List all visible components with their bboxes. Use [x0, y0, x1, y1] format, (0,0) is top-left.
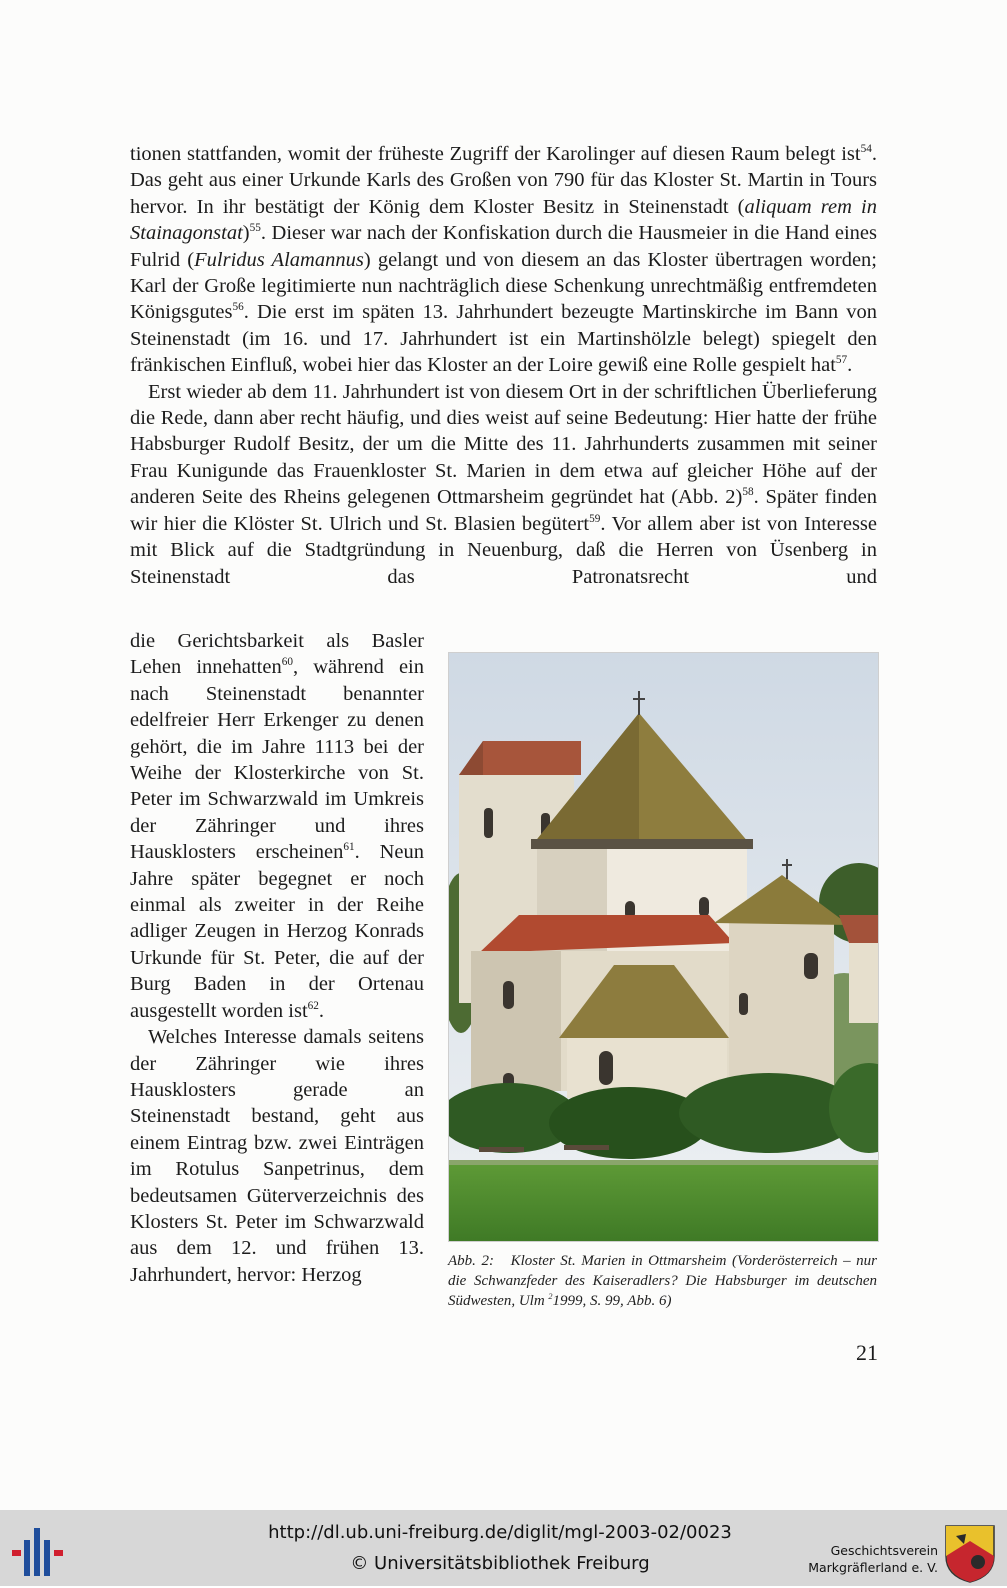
caption-edition-sup: 2	[548, 1292, 553, 1302]
figure-caption	[448, 1251, 877, 1311]
body-text-top	[130, 141, 877, 590]
caption-text-end: 1999, S. 99, Abb. 6)	[552, 1293, 672, 1309]
paragraph-4	[130, 1024, 424, 1288]
footnote-ref: 58	[742, 486, 754, 499]
footnote-ref: 62	[307, 999, 319, 1012]
paragraph-3	[130, 628, 424, 1024]
text-run: . Das geht aus einer Urkunde Karls des Großen von 790 für das Kloster St. Martin in Tours hervor. In ihr bestätigt der König dem Kloster Besitz in Steinenstadt (	[130, 143, 877, 218]
body-text-column	[130, 628, 424, 1288]
text-run: Erst wieder ab dem 11. Jahrhundert ist von diesem Ort in der schriftlichen Überlieferung die Rede, dann aber recht häufig, und dies weist auf seine Bedeutung: Hier hatte der frühe Habsburger Rudolf Besitz, der um die Mitte des 11. Jahrhunderts zusammen mit seiner Frau Kunigunde das Frauenkloster St. Marien in dem etwa auf gleicher Höhe auf der anderen Seite des Rheins gelegenen Ottmarsheim gegründet hat (Abb. 2)	[130, 380, 877, 509]
society-name-line-1: Geschichtsverein	[830, 1543, 938, 1558]
society-name	[808, 1542, 938, 1576]
text-run: .	[847, 354, 853, 377]
text-run: . Vor allem aber ist von Interesse mit Blick auf die Stadtgründung in Neuenburg, daß die Herren von Üsenberg in Steinenstadt das Patronatsrecht und	[130, 512, 878, 588]
text-run: . Dieser war nach der Konfiskation durch die Hausmeier in die Hand eines Fulrid (	[130, 222, 877, 271]
page-number: 21	[856, 1340, 878, 1365]
society-crest-icon	[942, 1522, 998, 1584]
footer-copyright: © Universitätsbibliothek Freiburg	[350, 1553, 650, 1574]
footnote-ref: 57	[835, 354, 848, 367]
footnote-ref: 56	[232, 301, 244, 314]
footnote-ref: 54	[860, 143, 872, 156]
figure-photo-kloster-st-marien	[448, 652, 879, 1242]
paragraph-1	[130, 141, 877, 379]
text-run: . Neun Jahre später begegnet er noch einmal als zweiter in der Reihe adliger Zeugen in Herzog Konrads Urkunde für St. Peter, die auf der Burg Baden in der Ortenau ausgestellt worden ist	[130, 841, 424, 1022]
footnote-ref: 59	[589, 512, 601, 525]
text-run: . Später finden wir hier die Klöster St. Ulrich und St. Blasien begütert	[130, 486, 877, 535]
text-run: . Die erst im späten 13. Jahrhundert bezeugte Martinskirche im Bann von Steinenstadt (im 16. und 17. Jahrhundert ist ein Martinshölzle belegt) spiegelt den fränkischen Einfluß, wobei hier das Kloster an der Loire gewiß eine Rolle gespielt hat	[130, 301, 877, 377]
footer-url-link[interactable]: http://dl.ub.uni-freiburg.de/diglit/mgl-2003-02/0023	[268, 1522, 732, 1543]
footnote-ref: 60	[281, 656, 293, 669]
text-run: )	[242, 222, 250, 245]
text-run: ) gelangt und von diesem an das Kloster übertragen worden; Karl der Große legitimierte nun nachträglich diese Schenkung unrechtmäßig entfremdeten Königsgutes	[130, 248, 878, 324]
text-run: Welches Interesse damals seitens der Zähringer wie ihres Hausklosters gerade an Steinenstadt bestand, geht aus einem Eintrag bzw. zwei Einträgen im Rotulus Sanpetrinus, dem bedeutsamen Güterverzeichnis des Klosters St. Peter im Schwarzwald aus dem 12. und frühen 13. Jahrhundert, hervor: Herzog	[130, 1026, 424, 1286]
ub-freiburg-logo-icon	[10, 1526, 66, 1578]
italic-quote: Fulridus Alamannus	[194, 248, 364, 271]
footnote-ref: 55	[249, 222, 261, 235]
footnote-ref: 61	[343, 841, 355, 854]
text-run: die Gerichtsbarkeit als Basler Lehen innehatten	[130, 630, 424, 679]
caption-text: Kloster St. Marien in Ottmarsheim (Vorderösterreich – nur die Schwanzfeder des Kaiseradlers? Die Habsburger im deutschen Südwesten, Ulm	[448, 1253, 877, 1309]
footer-bar	[0, 1510, 1007, 1586]
society-name-line-2: Markgräflerland e. V.	[808, 1560, 938, 1575]
text-run: , während ein nach Steinenstadt benannter edelfreier Herr Erkenger zu denen gehört, die im Jahre 1113 bei der Weihe der Klosterkirche von St. Peter im Schwarzwald im Umkreis der Zähringer und ihres Hausklosters erscheinen	[130, 656, 424, 864]
text-run: .	[318, 999, 325, 1022]
paragraph-2	[130, 379, 877, 590]
text-run: tionen stattfanden, womit der früheste Zugriff der Karolinger auf diesen Raum belegt ist	[130, 143, 861, 165]
caption-prefix: Abb. 2:	[448, 1253, 494, 1269]
italic-quote: aliquam rem in Stainagonstat	[130, 195, 877, 245]
